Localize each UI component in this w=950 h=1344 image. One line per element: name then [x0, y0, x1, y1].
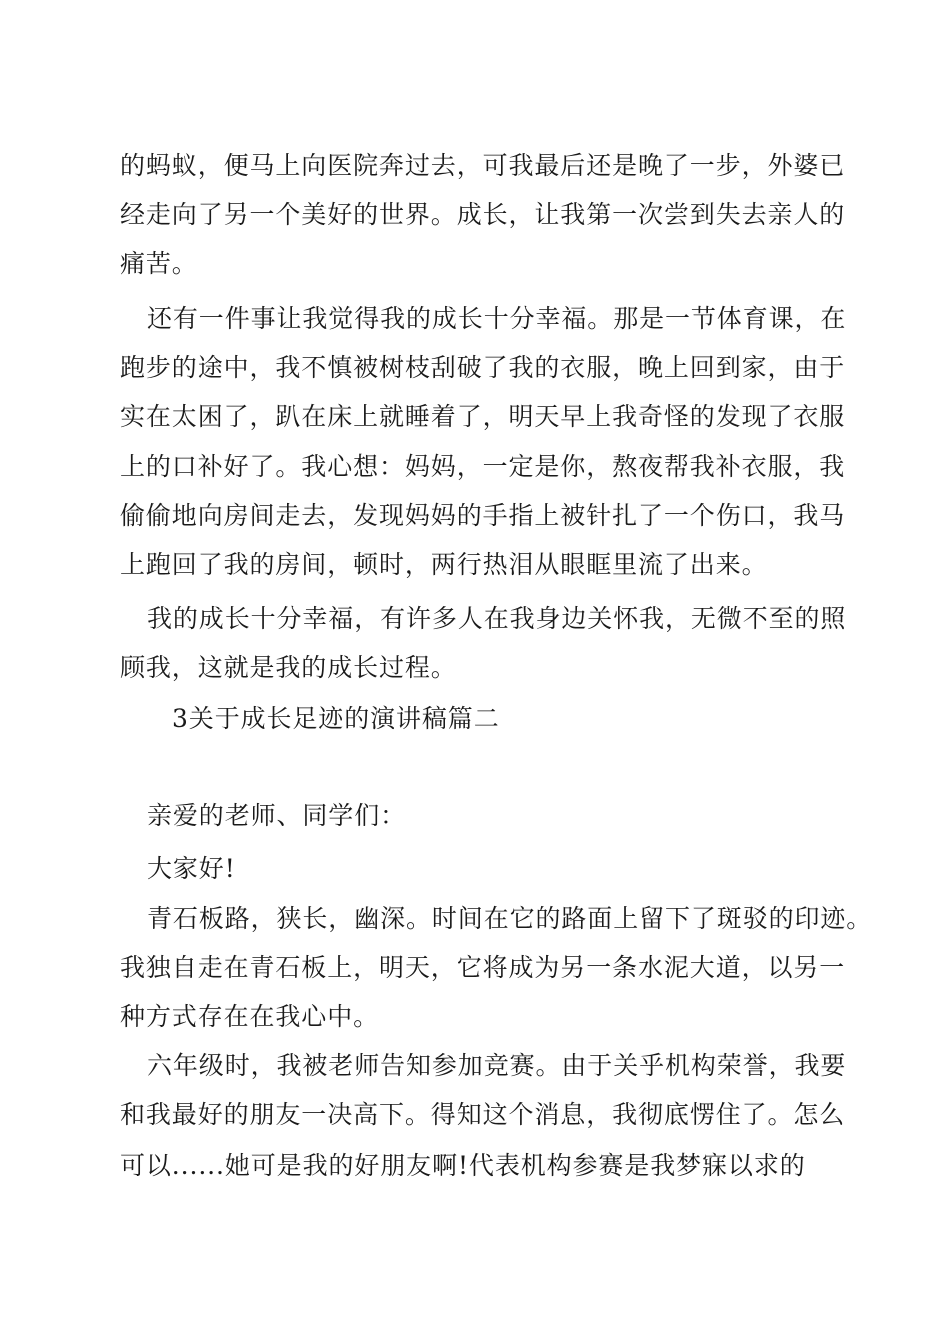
section-heading: 3关于成长足迹的演讲稿篇二 [172, 704, 500, 733]
text-line: 的蚂蚁，便马上向医院奔过去，可我最后还是晚了一步，外婆已 [120, 151, 846, 180]
text-line: 我独自走在青石板上，明天，它将成为另一条水泥大道，以另一 [120, 953, 846, 982]
text-line: 六年级时，我被老师告知参加竞赛。由于关乎机构荣誉，我要 [147, 1051, 847, 1080]
text-line: 实在太困了，趴在床上就睡着了，明天早上我奇怪的发现了衣服 [120, 402, 846, 431]
text-line: 经走向了另一个美好的世界。成长，让我第一次尝到失去亲人的 [120, 200, 846, 229]
text-line: 我的成长十分幸福，有许多人在我身边关怀我，无微不至的照 [147, 604, 847, 633]
text-line: 偷偷地向房间走去，发现妈妈的手指上被针扎了一个伤口，我马 [120, 501, 846, 530]
text-line: 上跑回了我的房间，顿时，两行热泪从眼眶里流了出来。 [120, 550, 768, 579]
text-line: 还有一件事让我觉得我的成长十分幸福。那是一节体育课，在 [147, 304, 847, 333]
text-line: 青石板路，狭长，幽深。时间在它的路面上留下了斑驳的印迹。 [147, 904, 873, 933]
text-line: 种方式存在在我心中。 [120, 1002, 380, 1031]
text-line: 顾我，这就是我的成长过程。 [120, 653, 457, 682]
text-line: 可以......她可是我的好朋友啊!代表机构参赛是我梦寐以求的 [120, 1151, 806, 1180]
text-line: 痛苦。 [120, 249, 198, 278]
text-line: 跑步的途中，我不慎被树枝刮破了我的衣服，晚上回到家，由于 [120, 353, 846, 382]
greeting: 大家好! [147, 854, 236, 883]
text-line: 上的口补好了。我心想：妈妈，一定是你，熬夜帮我补衣服，我 [120, 452, 846, 481]
text-line: 和我最好的朋友一决高下。得知这个消息，我彻底愣住了。怎么 [120, 1100, 846, 1129]
salutation: 亲爱的老师、同学们： [147, 801, 407, 830]
